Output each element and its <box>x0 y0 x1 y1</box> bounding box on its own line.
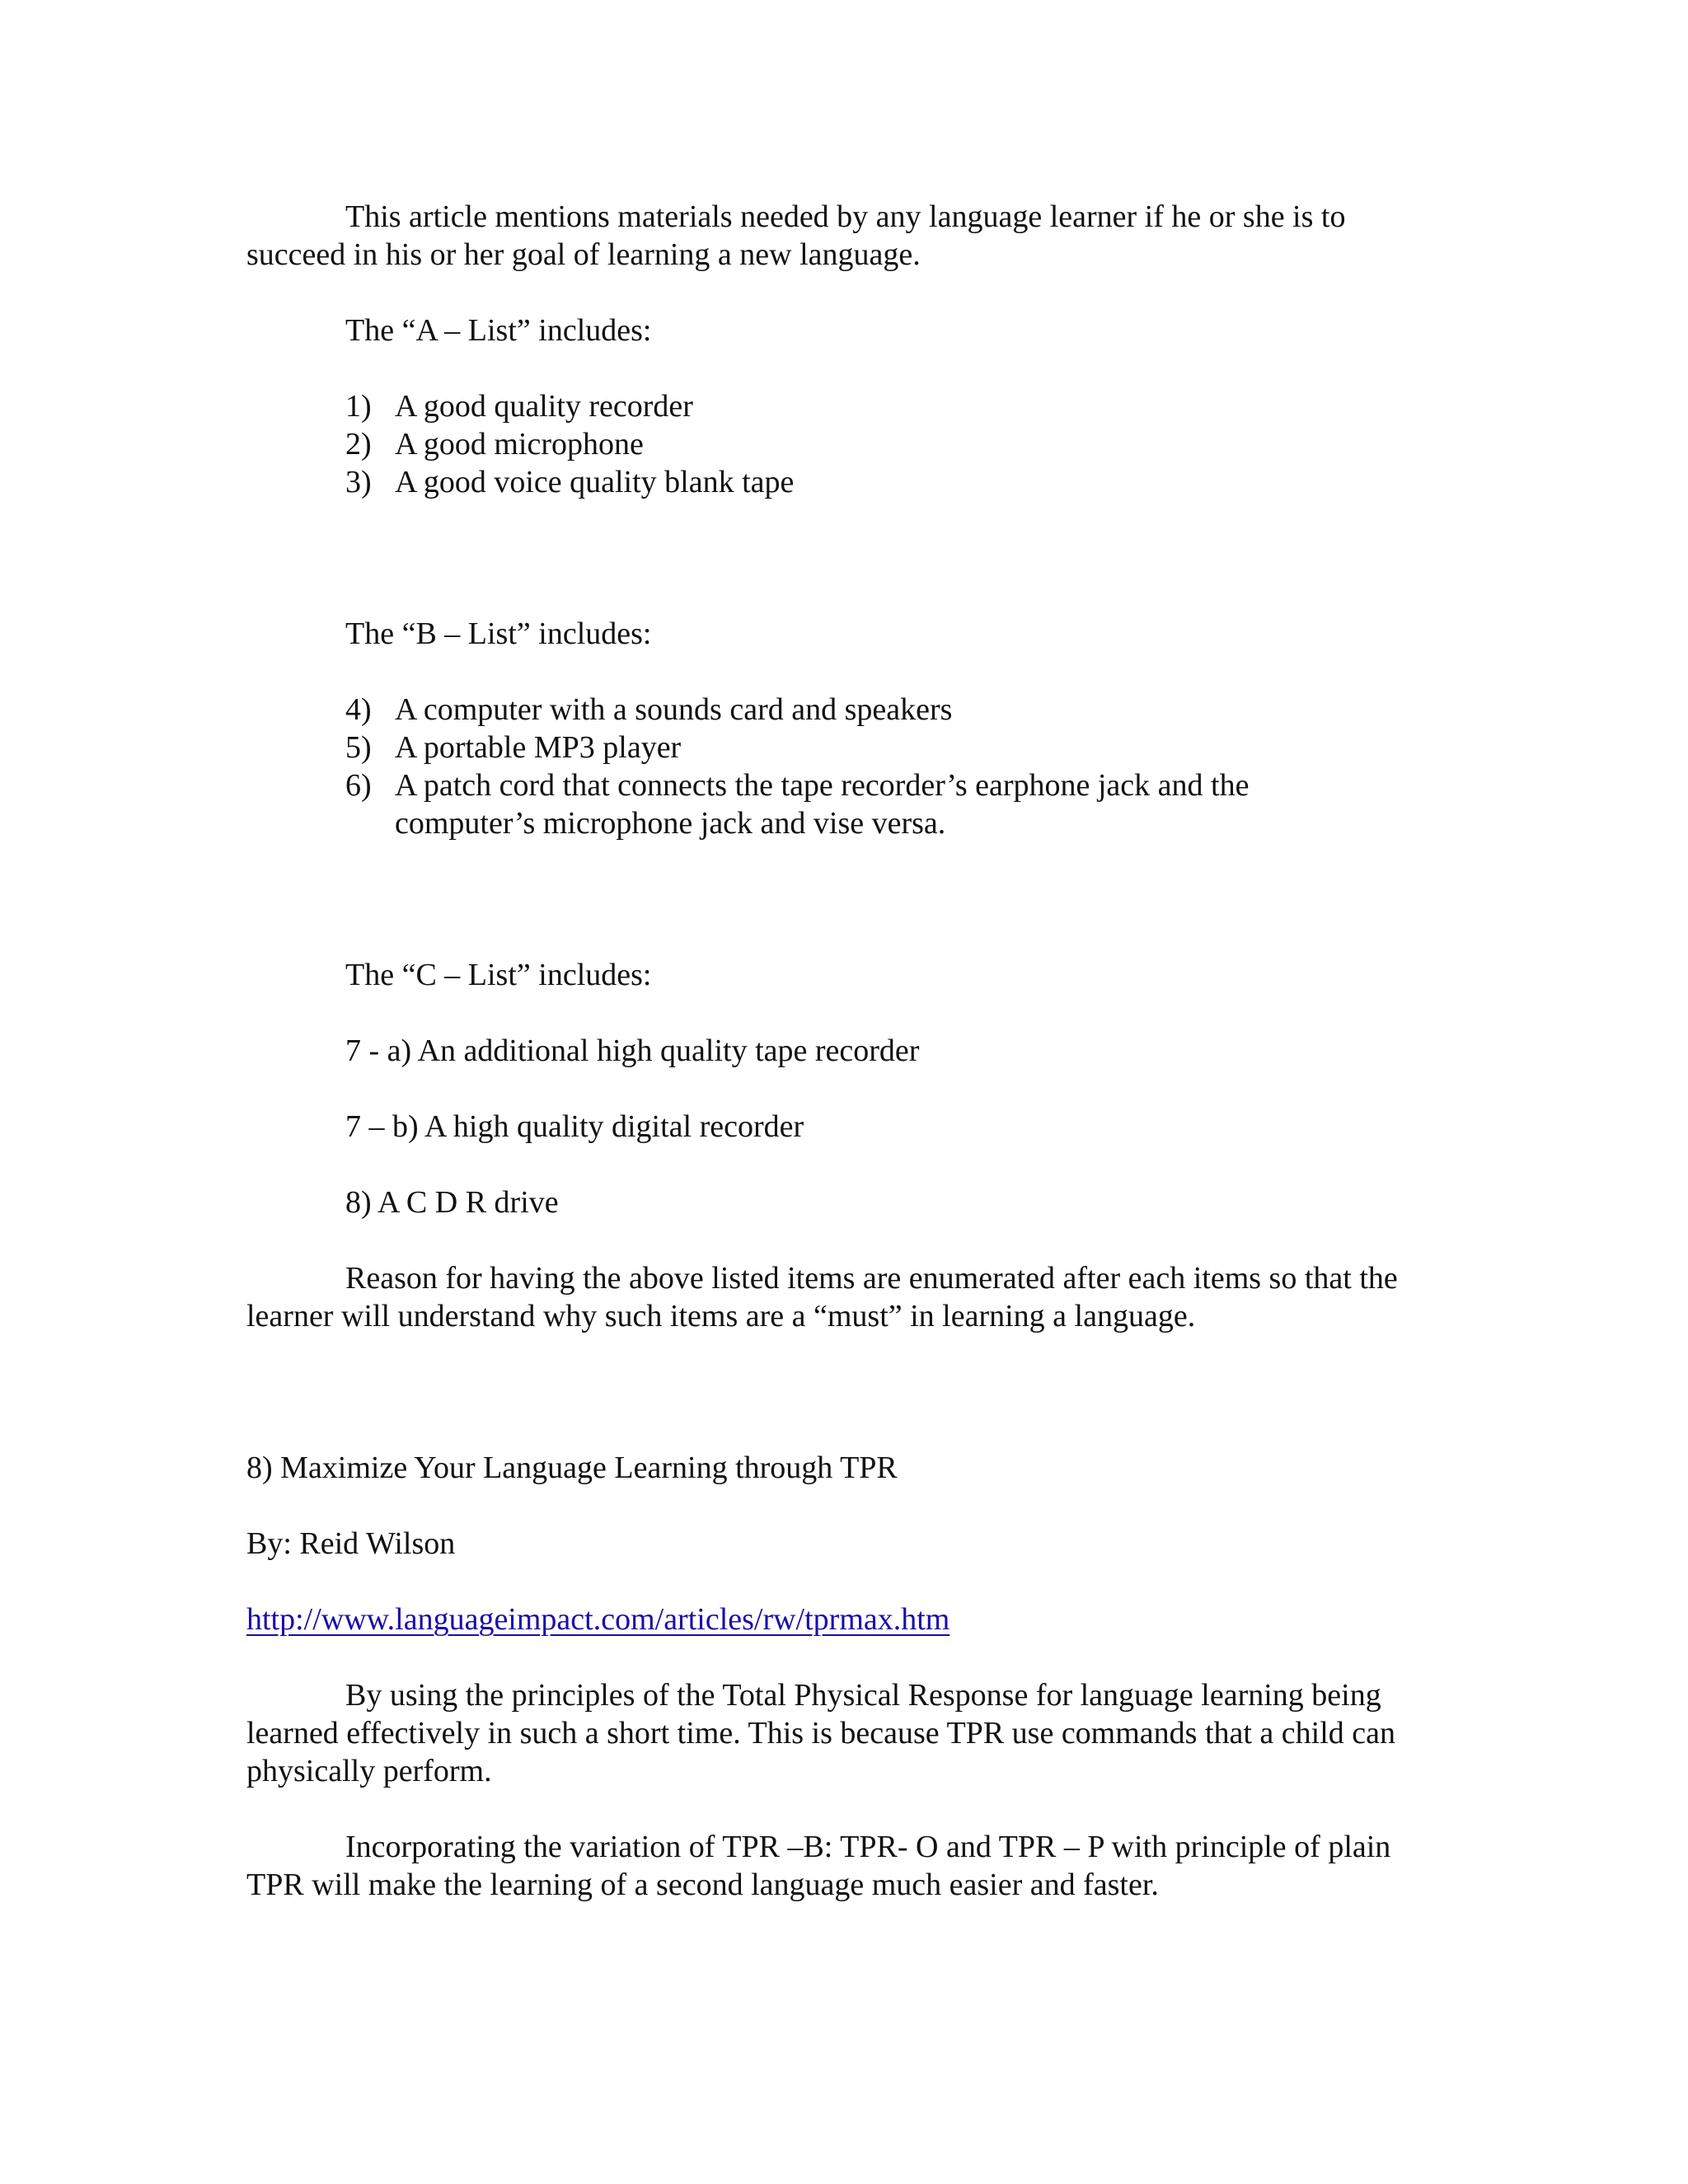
a-list-heading: The “A – List” includes: <box>345 313 652 348</box>
list-item-number: 2) <box>345 427 372 462</box>
article-paragraph-2: Incorporating the variation of TPR –B: TPR- O and TPR – P with principle of plain TPR will make the learning of a second language much easier and faster. <box>246 1830 1391 1902</box>
list-item-number: 3) <box>345 465 372 499</box>
article-paragraph-1: By using the principles of the Total Physical Response for language learning being learned effectively in such a short time. This is because TPR use commands that a child can physically perform. <box>246 1678 1396 1788</box>
list-item-text: A portable MP3 player <box>395 730 682 765</box>
list-item-text: A computer with a sounds card and speakers <box>395 692 953 727</box>
article-url-line <box>246 1601 1433 1638</box>
list-item-number: 1) <box>345 389 372 424</box>
list-item-text: A patch cord that connects the tape recorder’s earphone jack and the computer’s microphone jack and vise versa. <box>395 768 1250 841</box>
b-list-heading: The “B – List” includes: <box>345 616 652 651</box>
list-item-text: A good voice quality blank tape <box>395 465 795 499</box>
c-list-heading: The “C – List” includes: <box>345 958 652 992</box>
article-author: By: Reid Wilson <box>246 1526 456 1561</box>
c-list-item: 7 – b) A high quality digital recorder <box>345 1109 804 1144</box>
list-item-text: A good microphone <box>395 427 644 462</box>
intro-paragraph: This article mentions materials needed by any language learner if he or she is to succeed in his or her goal of learning a new language. <box>246 199 1346 272</box>
c-list-item: 7 - a) An additional high quality tape recorder <box>345 1033 920 1068</box>
list-item-text: A good quality recorder <box>395 389 693 424</box>
list-item-number: 4) <box>345 692 372 727</box>
list-item-number: 5) <box>345 730 372 765</box>
article-url-link[interactable]: http://www.languageimpact.com/articles/rw/tprmax.htm <box>246 1602 950 1637</box>
article-title: 8) Maximize Your Language Learning through TPR <box>246 1451 898 1485</box>
reason-paragraph: Reason for having the above listed items are enumerated after each items so that the learner will understand why such items are a “must” in learning a language. <box>246 1261 1398 1333</box>
c-list-item: 8) A C D R drive <box>345 1185 559 1220</box>
list-item-number: 6) <box>345 768 372 803</box>
